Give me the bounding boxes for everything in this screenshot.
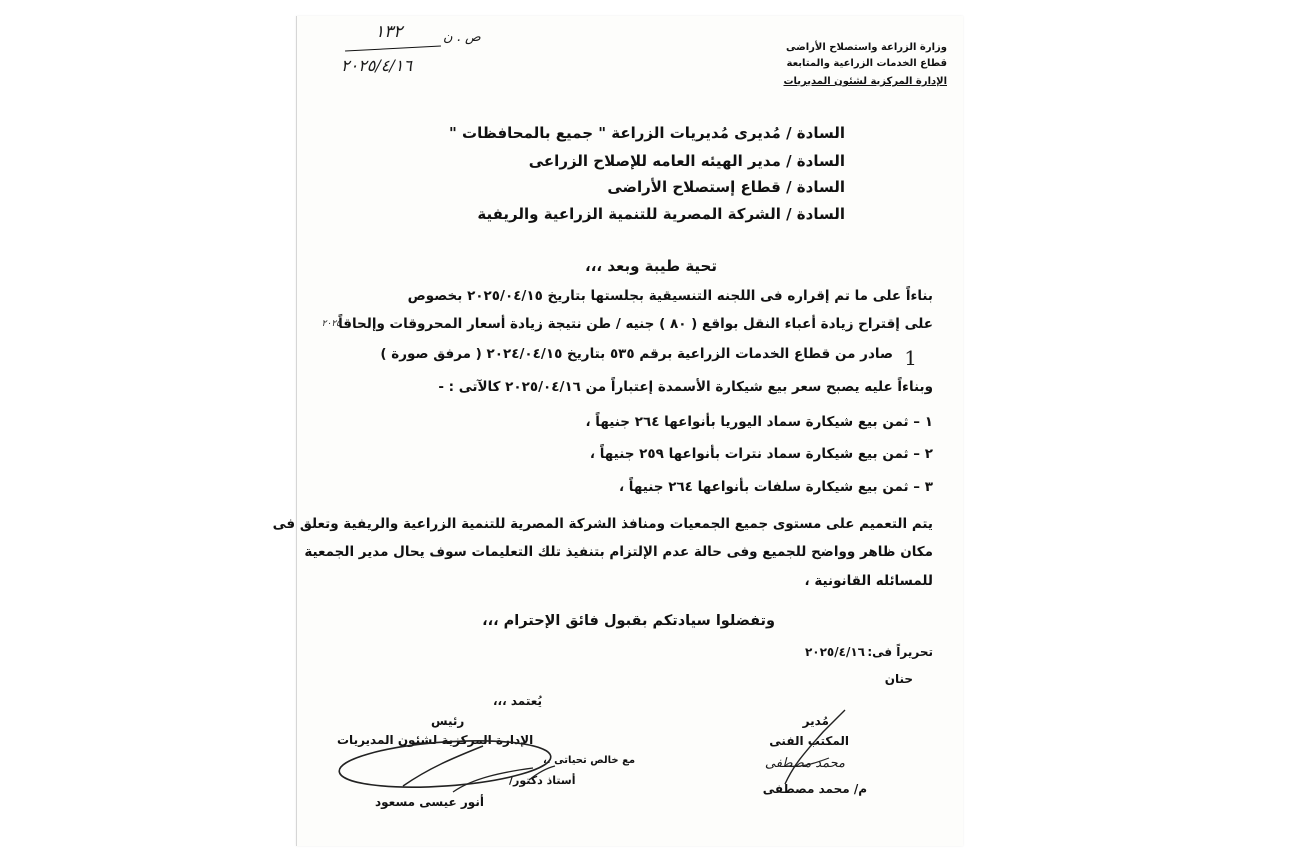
addressee-line: السادة / الشركة المصرية للتنمية الزراعية والريفية [477, 205, 845, 223]
letterhead-ministry: وزارة الزراعة واستصلاح الأراضى [785, 42, 947, 53]
approval-label: يُعتمد ،،، [493, 694, 543, 708]
reference-underline [345, 45, 441, 51]
signatory-prefix: أستاذ دكتور/ [509, 774, 576, 787]
price-item: ٢ – ثمن بيع شيكارة سماد نترات بأنواعها ٢٥٩ جنيهاً ، [589, 446, 933, 462]
right-signatory-office: المكتب الفنى [769, 734, 849, 748]
right-signatory-name: م/ محمد مصطفى [762, 782, 867, 796]
letterhead-department: الإدارة المركزية لشئون المديريات [783, 76, 947, 87]
addressee-line: السادة / قطاع إستصلاح الأراضى [607, 178, 845, 196]
price-item: ٣ – ثمن بيع شيكارة سلفات بأنواعها ٢٦٤ جنيهاً ، [618, 479, 933, 495]
reference-date: ٢٠٢٥/٤/١٦ [341, 56, 412, 75]
body-paragraph-1-line-3: صادر من قطاع الخدمات الزراعية برقم ٥٣٥ بتاريخ ٢٠٢٤/٠٤/١٥ ( مرفق صورة ) [380, 346, 893, 362]
price-item: ١ – ثمن بيع شيكارة سماد اليوريا بأنواعها ٢٦٤ جنيهاً ، [585, 414, 933, 430]
letter-page [272, 16, 963, 846]
signatory-name: أنور عيسى مسعود [375, 795, 484, 809]
reference-number: ١٣٢ [375, 22, 403, 42]
handwritten-mark: 1 [904, 346, 917, 370]
written-on-label: تحريراً فى: [867, 645, 933, 659]
right-signatory-title: مُدير [802, 714, 829, 728]
letterhead-sector: قطاع الخدمات الزراعية والمتابعة [786, 58, 947, 69]
body-paragraph-2: وبناءاً عليه يصبح سعر بيع شيكارة الأسمدة إعتباراً من ٢٠٢٥/٠٤/١٦ كالآتى : - [438, 379, 933, 395]
signature-scribble-icon [333, 728, 563, 798]
reference-sader-label: ص . ن [443, 30, 481, 45]
body-paragraph-1-line-1: بناءاً على ما تم إقراره فى اللجنه التنسيقية بجلستها بتاريخ ٢٠٢٥/٠٤/١٥ بخصوص [407, 288, 933, 304]
body-paragraph-3-line-2: مكان ظاهر وواضح للجميع وفى حالة عدم الإلتزام بتنفيذ تلك التعليمات سوف يحال مدير الجمعية [304, 544, 933, 560]
body-paragraph-3-line-1: يتم التعميم على مستوى جميع الجمعيات ومنافذ الشركة المصرية للتنمية الزراعية والريفية وتعلق فى [272, 516, 933, 532]
signatory-department: الإدارة المركزية لشئون المديريات [337, 733, 534, 747]
right-signature-scribble-icon [779, 706, 851, 790]
margin-note: ٢٠٢٥ [321, 319, 341, 329]
regards-note: مع خالص تحياتى ،، [543, 755, 636, 766]
body-paragraph-3-line-3: للمسائله القانونية ، [804, 573, 933, 589]
addressee-line: السادة / مدير الهيئه العامه للإصلاح الزراعى [528, 152, 845, 170]
right-signature-handwriting: محمد مصطفى [764, 756, 845, 771]
body-paragraph-1-line-2: على إقتراح زيادة أعباء النقل بواقع ( ٨٠ ) جنيه / طن نتيجة زيادة أسعار المحروقات وإلحاقاً [338, 316, 933, 332]
closing-line: وتفضلوا سيادتكم بقبول فائق الإحترام ،،، [482, 613, 775, 629]
signatory-title: رئيس [431, 714, 465, 728]
written-on-date: ٢٠٢٥/٤/١٦ [804, 645, 865, 659]
addressee-line: السادة / مُديرى مُديريات الزراعة " جميع بالمحافظات " [448, 124, 845, 142]
greeting: تحية طيبة وبعد ،،، [585, 257, 717, 275]
clerk-name: حنان [884, 672, 913, 686]
